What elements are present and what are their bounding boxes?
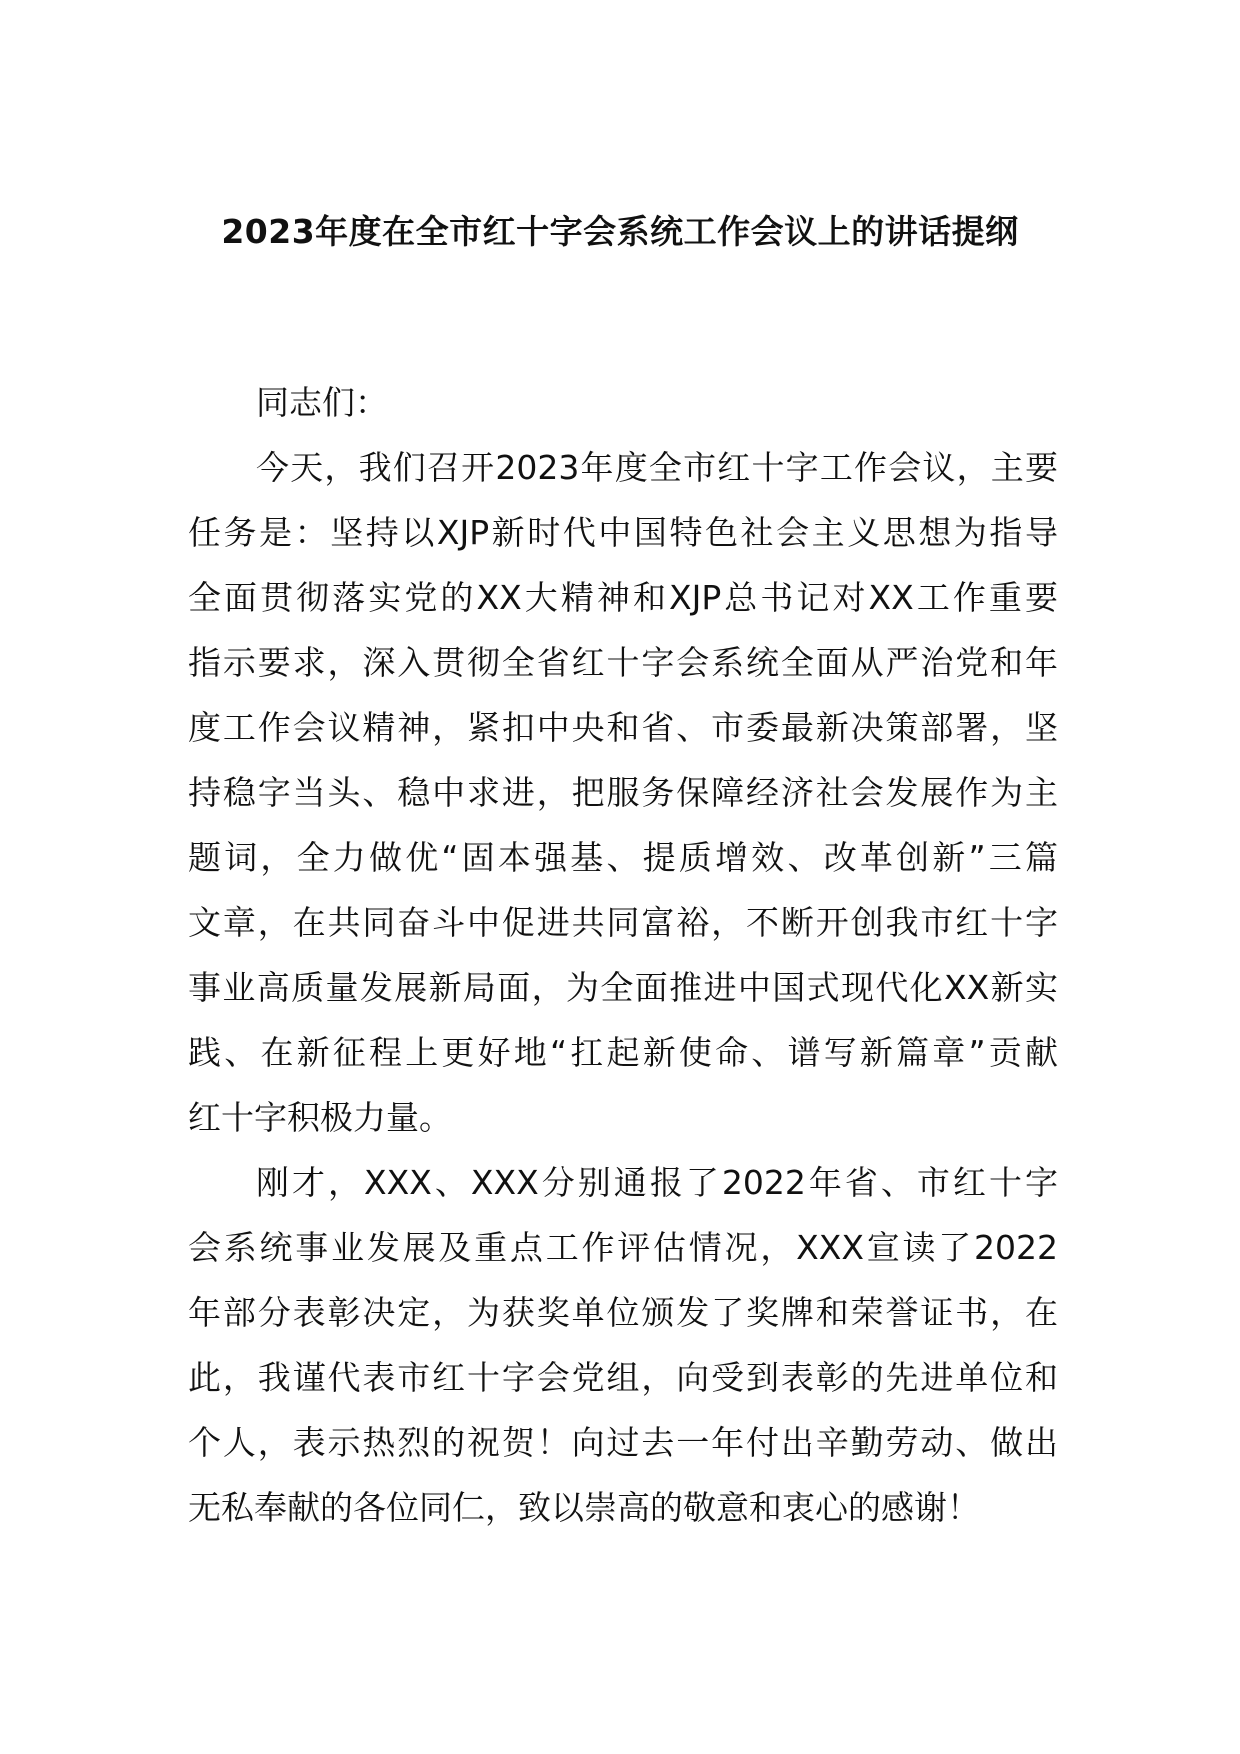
paragraph-line: 指示要求，深入贯彻全省红十字会系统全面从严治党和年 [188, 643, 1058, 682]
paragraph-line: 度工作会议精神，紧扣中央和省、市委最新决策部署，坚 [188, 708, 1058, 747]
paragraph-line: 会系统事业发展及重点工作评估情况，XXX宣读了2022 [188, 1228, 1058, 1267]
paragraph-line: 事业高质量发展新局面，为全面推进中国式现代化XX新实 [188, 968, 1058, 1007]
paragraph-line: 无私奉献的各位同仁，致以崇高的敬意和衷心的感谢！ [188, 1488, 980, 1527]
paragraph [188, 435, 1058, 1150]
paragraph-line: 任务是：坚持以XJP新时代中国特色社会主义思想为指导 [188, 513, 1058, 552]
paragraph-line: 文章，在共同奋斗中促进共同富裕，不断开创我市红十字 [188, 903, 1058, 942]
paragraph-line: 今天，我们召开2023年度全市红十字工作会议，主要 [256, 448, 1058, 487]
paragraph-line: 题词，全力做优“固本强基、提质增效、改革创新”三篇 [188, 838, 1058, 877]
paragraph-line: 全面贯彻落实党的XX大精神和XJP总书记对XX工作重要 [188, 578, 1058, 617]
paragraph-line: 红十字积极力量。 [188, 1098, 452, 1137]
salutation: 同志们： [256, 383, 388, 422]
paragraph-line: 年部分表彰决定，为获奖单位颁发了奖牌和荣誉证书，在 [188, 1293, 1058, 1332]
document-title: 2023年度在全市红十字会系统工作会议上的讲话提纲 [221, 212, 1019, 251]
paragraph-line: 践、在新征程上更好地“扛起新使命、谱写新篇章”贡献 [188, 1033, 1058, 1072]
paragraph-line: 此，我谨代表市红十字会党组，向受到表彰的先进单位和 [188, 1358, 1058, 1397]
document-body [188, 370, 1058, 1540]
paragraph-line: 刚才，XXX、XXX分别通报了2022年省、市红十字 [256, 1163, 1058, 1202]
paragraph-line: 持稳字当头、稳中求进，把服务保障经济社会发展作为主 [188, 773, 1058, 812]
paragraph [188, 1150, 1058, 1540]
paragraph-line: 个人，表示热烈的祝贺！向过去一年付出辛勤劳动、做出 [188, 1423, 1058, 1462]
